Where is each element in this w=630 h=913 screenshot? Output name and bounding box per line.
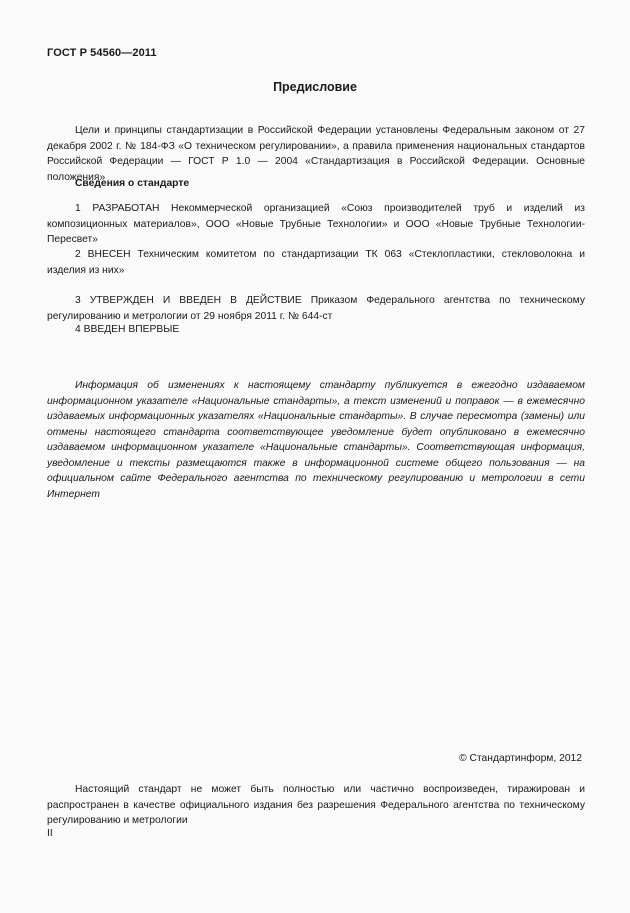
item-submitted: 2 ВНЕСЕН Техническим комитетом по стандартизации ТК 063 «Стеклопластики, стекловолокна и изделия из них» bbox=[47, 249, 585, 276]
info-heading: Сведения о стандарте bbox=[75, 178, 190, 189]
page-title: Предисловие bbox=[273, 80, 357, 94]
intro-paragraph: Цели и принципы стандартизации в Российской Федерации установлены Федеральным законом от 27 декабря 2002 г. № 184-ФЗ «О техническом регулировании», а правила применения национальных стандартов Российской Федерации — ГОСТ Р 1.0 — 2004 «Стандартизация в Российской Федерации. Основные положения» bbox=[47, 125, 585, 183]
item-developed: 1 РАЗРАБОТАН Некоммерческой организацией «Союз производителей труб и изделий из композиционных материалов», ООО «Новые Трубные Технологии» и ООО «Новые Трубные Технологии-Пересвет» bbox=[47, 203, 585, 245]
document-id-header: ГОСТ Р 54560—2011 bbox=[47, 47, 157, 59]
changes-notice-paragraph: Информация об изменениях к настоящему стандарту публикуется в ежегодно издаваемом информационном указателе «Национальные стандарты», а текст изменений и поправок — в ежемесячно издаваемых информационных указателях «Национальные стандарты». В случае пересмотра (замены) или отмены настоящего стандарта соответствующее уведомление будет опубликовано в ежемесячно издаваемом информационном указателе «Национальные стандарты». Соответствующая информация, уведомление и тексты размещаются также в информационной системе общего пользования — на официальном сайте Федерального агентства по техническому регулированию и метрологии в сети Интернет bbox=[47, 380, 585, 500]
reproduction-notice: Настоящий стандарт не может быть полностью или частично воспроизведен, тиражирован и распространен в качестве официального издания без разрешения Федерального агентства по техническому регулированию и метрологии bbox=[47, 784, 585, 826]
copyright-notice: © Стандартинформ, 2012 bbox=[459, 753, 582, 764]
item-first-introduced: 4 ВВЕДЕН ВПЕРВЫЕ bbox=[75, 324, 180, 335]
page-number: II bbox=[47, 828, 53, 839]
item-approved: 3 УТВЕРЖДЕН И ВВЕДЕН В ДЕЙСТВИЕ Приказом Федерального агентства по техническому регулированию и метрологии от 29 ноября 2011 г. № 644-ст bbox=[47, 295, 585, 322]
